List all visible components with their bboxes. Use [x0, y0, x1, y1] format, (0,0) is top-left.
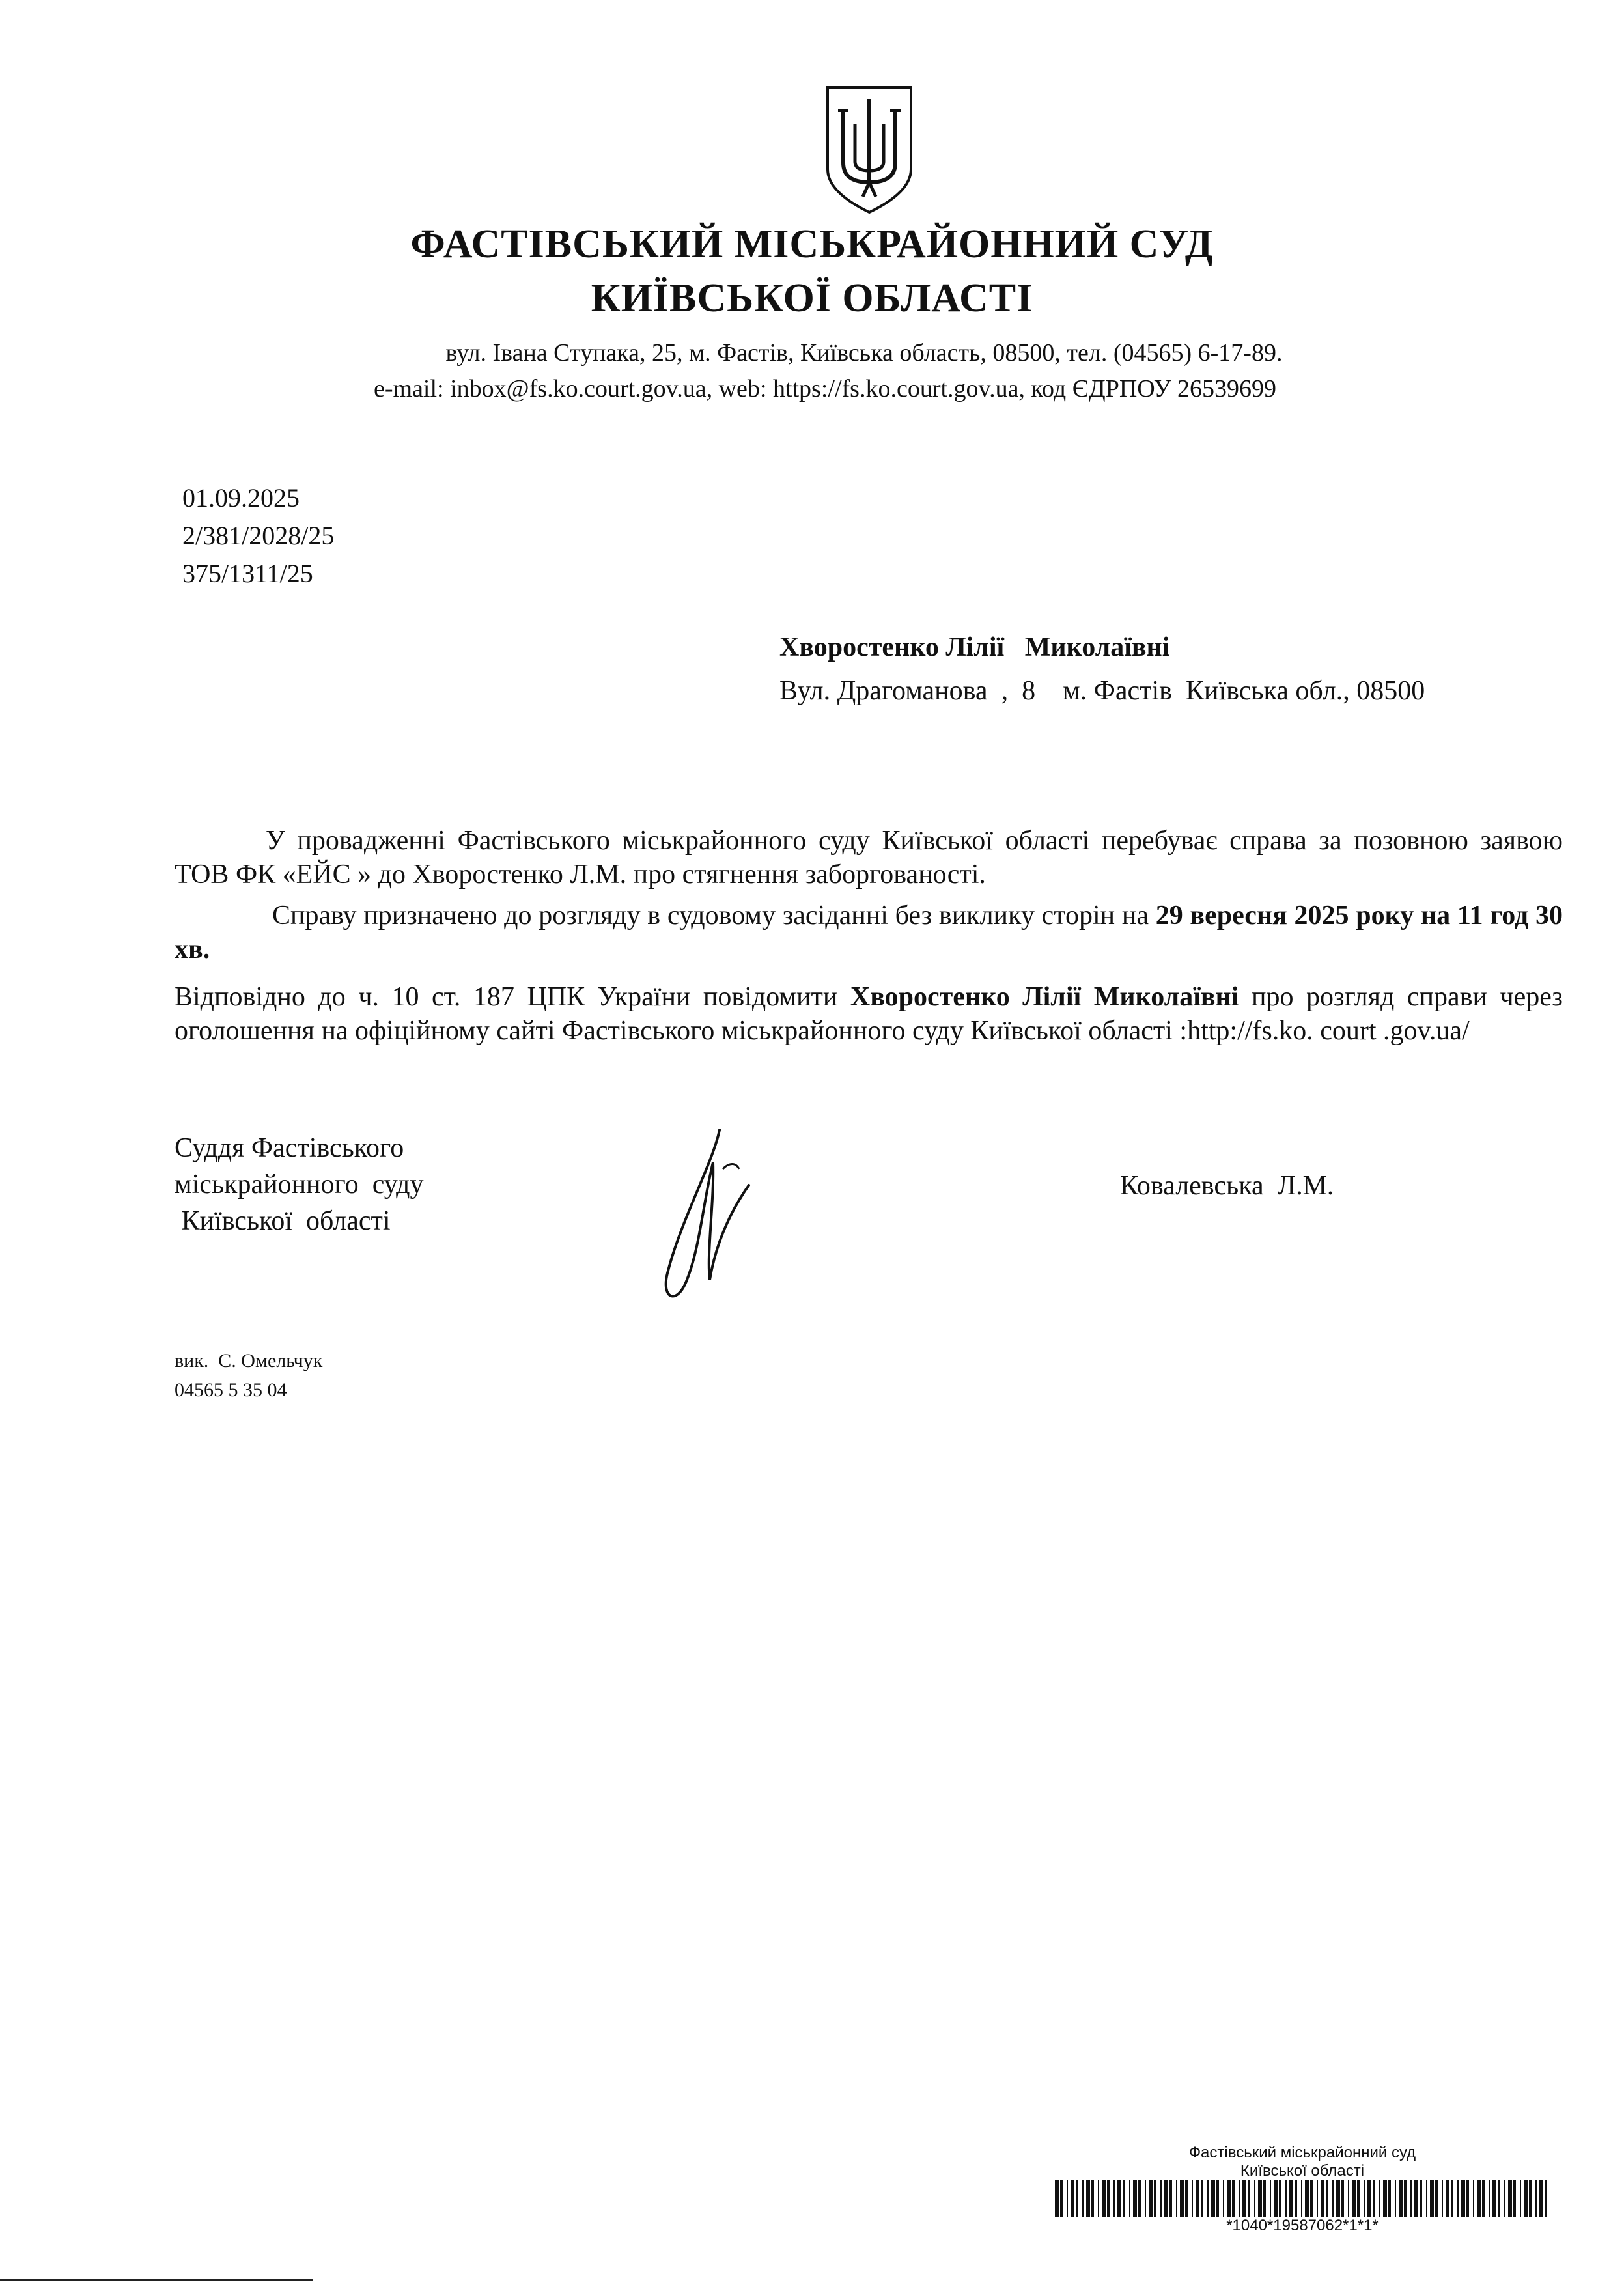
- barcode-bar: [1336, 2180, 1340, 2217]
- barcode-bar: [1305, 2180, 1309, 2217]
- case-number: 375/1311/25: [182, 559, 313, 588]
- barcode-bar: [1239, 2180, 1240, 2217]
- barcode-bar: [1274, 2180, 1278, 2217]
- barcode-bar: [1176, 2180, 1177, 2217]
- barcode-bar: [1138, 2180, 1141, 2217]
- barcode-bar: [1258, 2180, 1262, 2217]
- barcode-label-line1: Фастівський міськрайонний суд: [1188, 2144, 1416, 2161]
- recipient-name: Хворостенко Лілії Миколаївні: [779, 632, 1170, 662]
- notice-recipient: Хворостенко Лілії Миколаївні: [850, 982, 1239, 1012]
- barcode-bar: [1489, 2180, 1490, 2217]
- barcode-bar: [1154, 2180, 1156, 2217]
- barcode-bar: [1473, 2180, 1474, 2217]
- barcode-bar: [1086, 2180, 1090, 2217]
- judge-name: Ковалевська Л.М.: [1120, 1171, 1334, 1201]
- barcode-bar: [1160, 2180, 1162, 2217]
- barcode-bar: [1185, 2180, 1188, 2217]
- barcode-bar: [1410, 2180, 1412, 2217]
- court-name-line1: ФАСТІВСЬКИЙ МІСЬКРАЙОННИЙ СУД: [410, 222, 1214, 266]
- barcode-bar: [1192, 2180, 1193, 2217]
- barcode-bar: [1201, 2180, 1203, 2217]
- barcode-bar: [1067, 2180, 1068, 2217]
- barcode-bar: [1364, 2180, 1365, 2217]
- barcode-icon: [1055, 2180, 1550, 2217]
- barcode-bar: [1482, 2180, 1485, 2217]
- coat-of-arms-icon: [824, 85, 915, 215]
- judge-title-line3: Київської області: [175, 1206, 391, 1236]
- barcode-stamp: [1055, 2144, 1550, 2235]
- barcode-bar: [1180, 2180, 1184, 2217]
- notice-text-start: Відповідно до ч. 10 ст. 187 ЦПК України повідомити: [175, 982, 850, 1012]
- barcode-bar: [1498, 2180, 1500, 2217]
- barcode-bar: [1332, 2180, 1334, 2217]
- barcode-bar: [1279, 2180, 1281, 2217]
- barcode-bar: [1254, 2180, 1255, 2217]
- barcode-bar: [1477, 2180, 1481, 2217]
- barcode-bar: [1301, 2180, 1302, 2217]
- barcode-bar: [1451, 2180, 1453, 2217]
- barcode-bar: [1395, 2180, 1396, 2217]
- barcode-bar: [1164, 2180, 1168, 2217]
- barcode-bar: [1446, 2180, 1449, 2217]
- barcode-bar: [1357, 2180, 1360, 2217]
- barcode-bar: [1352, 2180, 1356, 2217]
- barcode-bar: [1196, 2180, 1199, 2217]
- hearing-text: Справу призначено до розгляду в судовому засіданні без виклику сторін на: [272, 901, 1156, 931]
- barcode-bar: [1513, 2180, 1516, 2217]
- barcode-bar: [1091, 2180, 1094, 2217]
- barcode-bar: [1310, 2180, 1313, 2217]
- paragraph-notice: [175, 980, 1563, 1048]
- barcode-bar: [1426, 2180, 1427, 2217]
- outgoing-number: 2/381/2028/25: [182, 521, 335, 550]
- barcode-bar: [1169, 2180, 1172, 2217]
- paragraph-hearing: [175, 899, 1563, 966]
- barcode-bar: [1442, 2180, 1443, 2217]
- barcode-bar: [1383, 2180, 1387, 2217]
- barcode-bar: [1145, 2180, 1146, 2217]
- barcode-bar: [1504, 2180, 1505, 2217]
- notice-text-end: про розгляд справи через оголошення на офіційному сайті Фастівського міськрайонного суду Київської області :http://fs.ko. court .gov.ua/: [175, 982, 1563, 1046]
- footer-rule: [0, 2279, 313, 2281]
- barcode-bar: [1113, 2180, 1115, 2217]
- barcode-bar: [1461, 2180, 1465, 2217]
- barcode-bar: [1133, 2180, 1137, 2217]
- barcode-bar: [1149, 2180, 1153, 2217]
- court-contacts: e-mail: inbox@fs.ko.court.gov.ua, web: https://fs.ko.court.gov.ua, код ЄДРПОУ 26539699: [373, 375, 1277, 402]
- barcode-bar: [1404, 2180, 1407, 2217]
- barcode-bar: [1529, 2180, 1532, 2217]
- barcode-bar: [1535, 2180, 1537, 2217]
- court-name-line2: КИЇВСЬКОЇ ОБЛАСТІ: [591, 276, 1033, 320]
- barcode-bar: [1285, 2180, 1287, 2217]
- barcode-bar: [1123, 2180, 1125, 2217]
- barcode-bar: [1430, 2180, 1434, 2217]
- barcode-bar: [1248, 2180, 1250, 2217]
- signature: [641, 1123, 785, 1312]
- barcode-bar: [1295, 2180, 1297, 2217]
- barcode-bar: [1223, 2180, 1224, 2217]
- barcode-bar: [1211, 2180, 1215, 2217]
- barcode-bar: [1348, 2180, 1349, 2217]
- judge-title: [175, 1130, 424, 1239]
- barcode-bar: [1129, 2180, 1130, 2217]
- court-address: вул. Івана Ступака, 25, м. Фастів, Київська область, 08500, тел. (04565) 6-17-89.: [445, 339, 1283, 367]
- barcode-bar: [1524, 2180, 1528, 2217]
- barcode-bar: [1326, 2180, 1328, 2217]
- barcode-bar: [1117, 2180, 1121, 2217]
- judge-title-line1: Суддя Фастівського: [175, 1133, 404, 1163]
- barcode-code: *1040*19587062*1*1*: [1226, 2217, 1379, 2234]
- barcode-bar: [1420, 2180, 1422, 2217]
- barcode-bar: [1076, 2180, 1078, 2217]
- barcode-bar: [1082, 2180, 1084, 2217]
- barcode-bar: [1341, 2180, 1344, 2217]
- barcode-bar: [1373, 2180, 1375, 2217]
- barcode-bar: [1492, 2180, 1496, 2217]
- barcode-bar: [1270, 2180, 1271, 2217]
- paragraph-case-info: У провадженні Фастівського міськрайонного суду Київської області перебуває справа за позовною заявою ТОВ ФК «ЕЙС » до Хворостенко Л.М. про стягнення заборгованості.: [175, 826, 1563, 890]
- barcode-bar: [1102, 2180, 1106, 2217]
- barcode-bar: [1071, 2180, 1074, 2217]
- barcode-bar: [1435, 2180, 1438, 2217]
- barcode-bar: [1520, 2180, 1521, 2217]
- barcode-bar: [1321, 2180, 1324, 2217]
- barcode-bar: [1466, 2180, 1469, 2217]
- barcode-bar: [1289, 2180, 1293, 2217]
- barcode-bar: [1379, 2180, 1380, 2217]
- barcode-bar: [1216, 2180, 1219, 2217]
- barcode-bar: [1399, 2180, 1403, 2217]
- barcode-bar: [1367, 2180, 1371, 2217]
- barcode-bar: [1508, 2180, 1512, 2217]
- barcode-bar: [1263, 2180, 1266, 2217]
- judge-title-line2: міськрайонного суду: [175, 1170, 424, 1200]
- barcode-label-line2: Київської області: [1240, 2162, 1365, 2180]
- recipient-address: Вул. Драгоманова , 8 м. Фастів Київська обл., 08500: [779, 676, 1425, 706]
- barcode-bar: [1232, 2180, 1235, 2217]
- barcode-bar: [1207, 2180, 1209, 2217]
- barcode-bar: [1414, 2180, 1418, 2217]
- barcode-bar: [1242, 2180, 1246, 2217]
- barcode-bar: [1107, 2180, 1110, 2217]
- barcode-bar: [1098, 2180, 1099, 2217]
- document-date: 01.09.2025: [182, 483, 300, 513]
- barcode-bar: [1457, 2180, 1459, 2217]
- executor-phone: 04565 5 35 04: [175, 1379, 287, 1401]
- barcode-bar: [1055, 2180, 1059, 2217]
- barcode-bar: [1317, 2180, 1318, 2217]
- hearing-datetime: 29 вересня 2025 року на 11 год 30 хв.: [175, 901, 1563, 964]
- barcode-bar: [1227, 2180, 1231, 2217]
- barcode-bar: [1060, 2180, 1063, 2217]
- barcode-bar: [1539, 2180, 1543, 2217]
- executor-name: вик. С. Омельчук: [175, 1350, 323, 1371]
- barcode-bar: [1545, 2180, 1547, 2217]
- barcode-bar: [1388, 2180, 1391, 2217]
